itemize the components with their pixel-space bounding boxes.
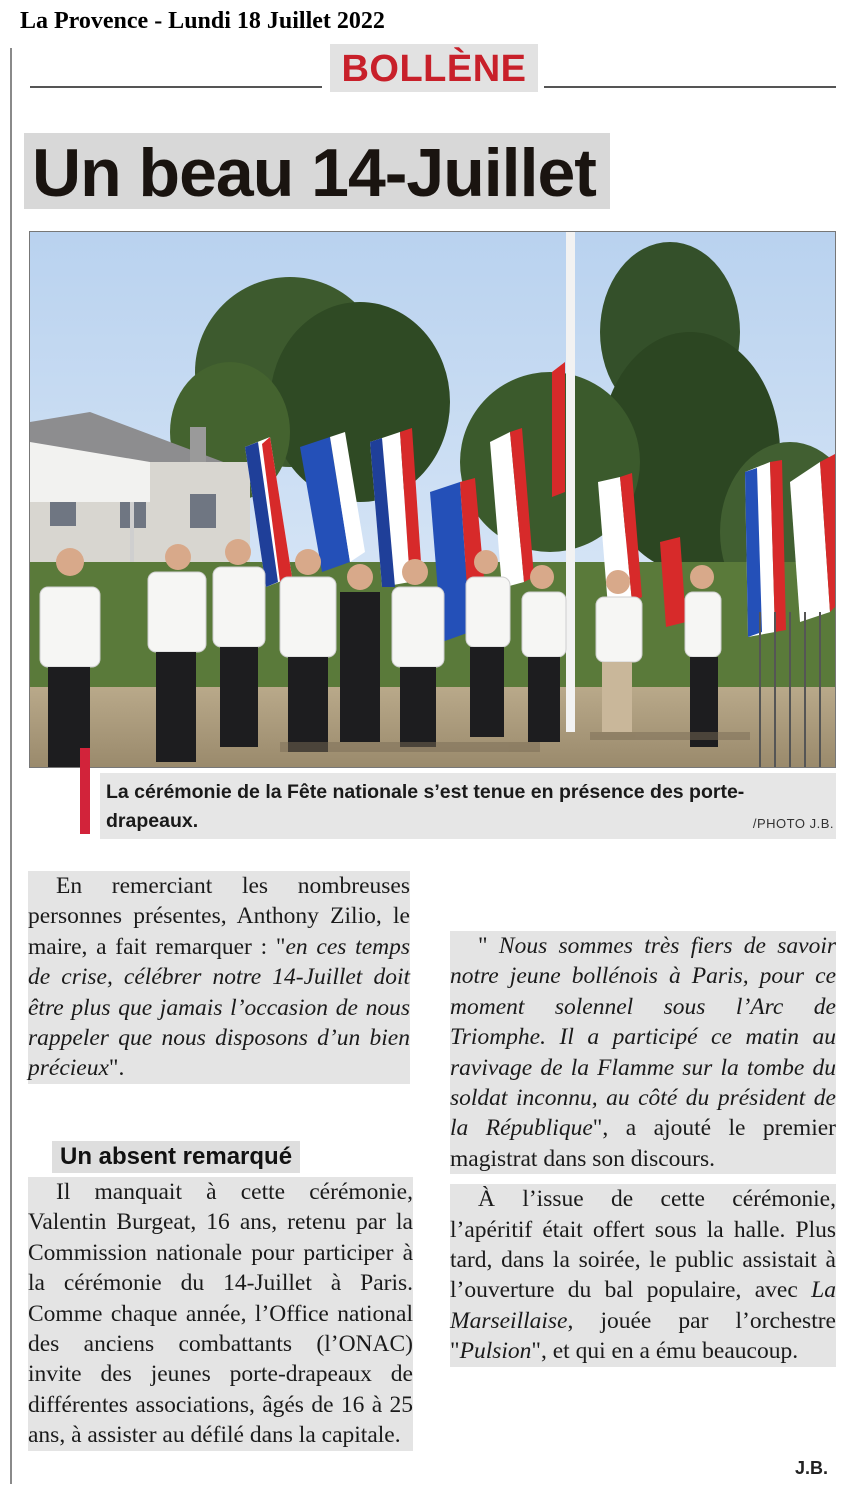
column-2-continuation-space (450, 871, 836, 931)
pride-quote: Nous sommes très fiers de savoir notre jeune bollénois à Paris, pour ce moment solennel sous l’Arc de Triomphe. Il a participé ce matin au ravivage de la Flamme sur la tombe du soldat inconnu, au côté du président de la République (450, 933, 837, 1142)
paragraph-4-text: À l’issue de cette cérémonie, l’apéritif était offert sous la halle. Plus tard, dans la soirée, le public assistait à l’ouverture du bal populaire, avec (450, 1186, 836, 1304)
newspaper-source-date: La Provence - Lundi 18 Juillet 2022 (20, 8, 385, 34)
paragraph-4-end: ", et qui en a ému beaucoup. (531, 1338, 799, 1365)
mayor-quote: en ces temps de crise, célébrer notre 14-Juillet doit être plus que jamais l’occasion de nous rappeler que nous disposons d’un bien précieux (28, 933, 410, 1082)
article-subheading: Un absent remarqué (52, 1141, 300, 1173)
article-column-2 (450, 871, 836, 1367)
paragraph-3-end: ", a ajouté le premier magistrat dans son discours. (450, 1115, 836, 1172)
photo-caption: La cérémonie de la Fête nationale s’est tenue en présence des porte-drapeaux. (106, 781, 745, 832)
photo-credit: /PHOTO J.B. (752, 816, 834, 831)
rubric-rule-left (30, 86, 322, 88)
author-signature: J.B. (794, 1458, 828, 1478)
section-rubric: BOLLÈNE (330, 44, 538, 92)
orchestra-name: Pulsion (459, 1338, 532, 1365)
article-paragraph-1 (28, 871, 410, 1084)
caption-accent-bar (80, 748, 90, 834)
article-paragraph-2 (28, 1177, 413, 1451)
column-rule (10, 48, 12, 1484)
paragraph-1-end: ". (108, 1055, 125, 1082)
ceremony-photo-illustration (30, 232, 835, 767)
ceremony-photo (29, 231, 836, 768)
paragraph-4-mid: , jouée par l’orchestre " (450, 1307, 836, 1365)
paragraph-1-text: En remerciant les nombreuses personnes présentes, Anthony Zilio, le maire, a fait remarquer : " (28, 873, 410, 960)
rubric-rule-right (544, 86, 836, 88)
paragraph-3-open: " (478, 933, 499, 959)
anthem-title: La Marseillaise (450, 1277, 836, 1334)
paragraph-2-text: Il manquait à cette cérémonie, Valentin Burgeat, 16 ans, retenu par la Commission nationale pour participer à la cérémonie du 14-Juillet à Paris. Comme chaque année, l’Office national des anciens combattants (l’ONAC) invite des jeunes porte-drapeaux de différentes associations, âgés de 16 à 25 ans, à assister au défilé dans la capitale. (28, 1179, 413, 1449)
article-headline: Un beau 14-Juillet (24, 133, 610, 209)
